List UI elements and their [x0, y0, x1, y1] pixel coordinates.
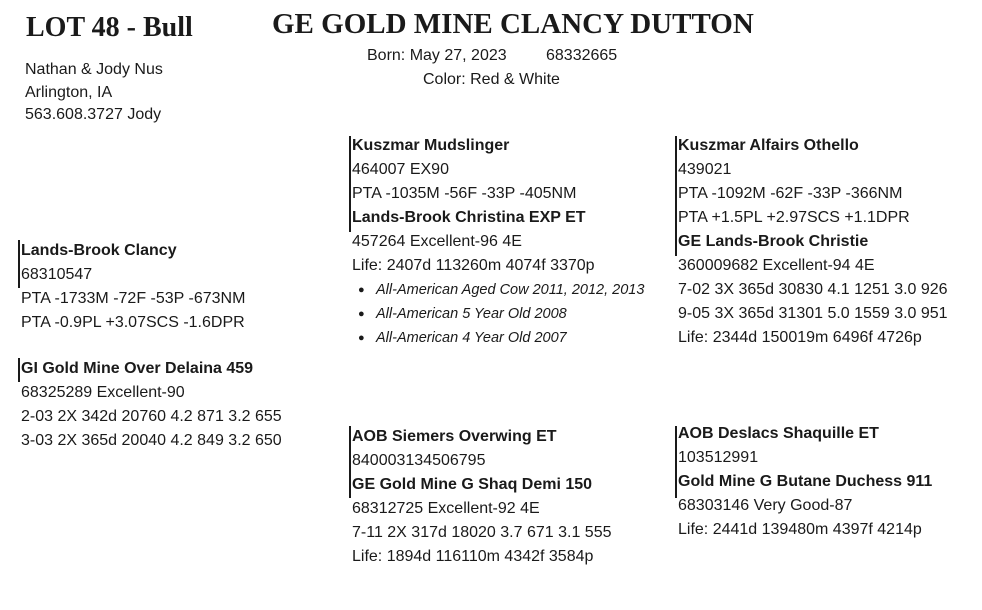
dam-block — [21, 357, 282, 453]
sdd-name: GE Lands-Brook Christie — [678, 233, 869, 250]
sire-sire-block — [352, 134, 644, 350]
sire-sire-name: Kuszmar Mudslinger — [352, 137, 510, 154]
dam-sire-sire-block — [678, 422, 932, 542]
dam-dam-parents-bracket-line — [675, 426, 677, 498]
sire-sire-reg: 464007 EX90 — [352, 161, 449, 178]
sire-name: Lands-Brook Clancy — [21, 242, 177, 259]
honor-item: ● All-American Aged Cow 2011, 2012, 2013 — [352, 278, 644, 302]
dss-reg: 103512991 — [678, 449, 759, 466]
sss-pta-line-1: PTA -1092M -62F -33P -366NM — [678, 185, 903, 202]
dam-record-1: 2-03 2X 342d 20760 4.2 871 3.2 655 — [21, 408, 282, 425]
dam-name: GI Gold Mine Over Delaina 459 — [21, 360, 254, 377]
ddd-name: Gold Mine G Butane Duchess 911 — [678, 473, 933, 490]
dam-dam-life: Life: 1894d 116110m 4342f 3584p — [352, 548, 594, 565]
dam-parents-bracket-line — [349, 426, 351, 498]
honor-item: ● All-American 4 Year Old 2007 — [352, 326, 644, 350]
sire-sire-pta: PTA -1035M -56F -33P -405NM — [352, 185, 577, 202]
color-label: Color: Red & White — [423, 71, 560, 88]
dam-sire-block — [352, 425, 611, 569]
owner-phone: 563.608.3727 Jody — [25, 106, 162, 123]
animal-title: GE GOLD MINE CLANCY DUTTON — [272, 8, 754, 40]
dam-dam-record: 7-11 2X 317d 18020 3.7 671 3.1 555 — [352, 524, 612, 541]
sire-dam-reg: 457264 Excellent-96 4E — [352, 233, 522, 250]
sire-dam-parents-bracket-line — [675, 136, 677, 256]
ddd-reg: 68303146 Very Good-87 — [678, 497, 853, 514]
sss-pta-line-2: PTA +1.5PL +2.97SCS +1.1DPR — [678, 209, 910, 226]
born-date: Born: May 27, 2023 — [367, 47, 507, 64]
bullet-icon: ● — [358, 284, 365, 296]
dam-bracket-line — [18, 358, 20, 382]
bullet-icon: ● — [358, 308, 365, 320]
honor-item: ● All-American 5 Year Old 2008 — [352, 302, 644, 326]
dam-dam-reg: 68312725 Excellent-92 4E — [352, 500, 540, 517]
sire-block — [21, 239, 245, 335]
owner-info — [25, 59, 163, 127]
dss-name: AOB Deslacs Shaquille ET — [678, 425, 879, 442]
dam-sire-name: AOB Siemers Overwing ET — [352, 428, 557, 445]
registration-number: 68332665 — [546, 47, 618, 64]
sire-dam-name: Lands-Brook Christina EXP ET — [352, 209, 586, 226]
sss-reg: 439021 — [678, 161, 732, 178]
lot-label: LOT 48 - Bull — [26, 12, 193, 43]
ddd-life: Life: 2441d 139480m 4397f 4214p — [678, 521, 922, 538]
sire-reg: 68310547 — [21, 266, 93, 283]
dam-record-2: 3-03 2X 365d 20040 4.2 849 3.2 650 — [21, 432, 282, 449]
sdd-record-2: 9-05 3X 365d 31301 5.0 1559 3.0 951 — [678, 305, 948, 322]
sdd-record-1: 7-02 3X 365d 30830 4.1 1251 3.0 926 — [678, 281, 948, 298]
sdd-reg: 360009682 Excellent-94 4E — [678, 257, 875, 274]
sire-pta-line-1: PTA -1733M -72F -53P -673NM — [21, 290, 246, 307]
owner-names: Nathan & Jody Nus — [25, 61, 163, 78]
dam-dam-name: GE Gold Mine G Shaq Demi 150 — [352, 476, 593, 493]
bullet-icon: ● — [358, 332, 365, 344]
sdd-life: Life: 2344d 150019m 6496f 4726p — [678, 329, 922, 346]
dam-sire-reg: 840003134506795 — [352, 452, 486, 469]
owner-location: Arlington, IA — [25, 83, 113, 101]
sire-bracket-line — [18, 240, 20, 288]
sss-name: Kuszmar Alfairs Othello — [678, 137, 859, 154]
sire-dam-honors-list — [352, 278, 644, 350]
dam-reg: 68325289 Excellent-90 — [21, 384, 185, 401]
sire-dam-life: Life: 2407d 113260m 4074f 3370p — [352, 257, 595, 274]
sire-parents-bracket-line — [349, 136, 351, 232]
sire-sire-sire-block — [678, 134, 948, 350]
sire-pta-line-2: PTA -0.9PL +3.07SCS -1.6DPR — [21, 314, 245, 331]
